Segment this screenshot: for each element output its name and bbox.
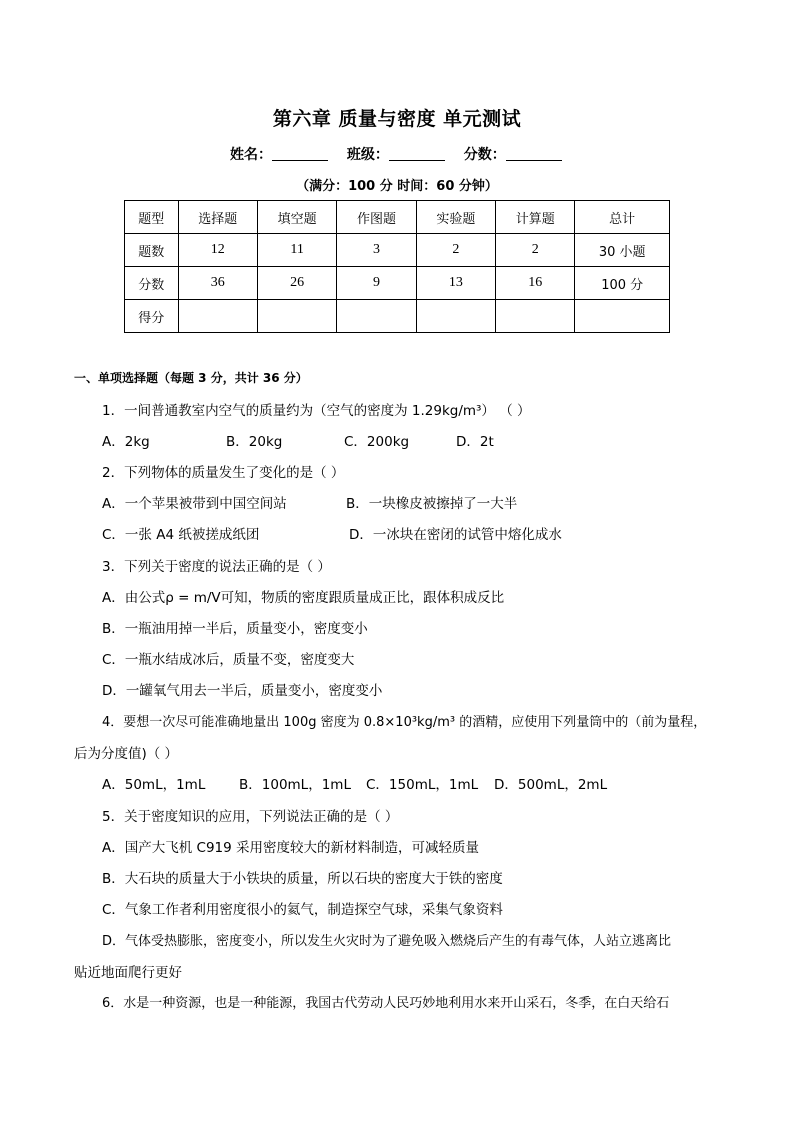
- name-label: 姓名：: [230, 147, 272, 163]
- option-a: A．一个苹果被带到中国空间站: [102, 496, 287, 512]
- option-c: C．气象工作者利用密度很小的氦气，制造探空气球，采集气象资料: [102, 902, 503, 918]
- table-cell: 填空题: [257, 201, 336, 234]
- option-a: A．国产大飞机 C919 采用密度较大的新材料制造，可减轻质量: [102, 840, 480, 856]
- class-blank[interactable]: [389, 146, 445, 161]
- table-cell: 100 分: [575, 267, 670, 300]
- option-b: B．100mL，1mL: [239, 777, 351, 793]
- option-a: A．50mL，1mL: [102, 777, 206, 793]
- question-stem: 3．下列关于密度的说法正确的是（ ）: [102, 559, 331, 575]
- table-cell: 12: [178, 234, 257, 267]
- option-row: [102, 773, 607, 793]
- option-d: D．气体受热膨胀，密度变小，所以发生火灾时为了避免吸入燃烧后产生的有毒气体，人站立逃离比: [102, 934, 672, 949]
- option-d-continued: 贴近地面爬行更好: [74, 965, 182, 981]
- option-b: B．一块橡皮被擦掉了一大半: [346, 496, 518, 512]
- table-cell-blank[interactable]: [257, 300, 336, 333]
- option-c: C．200kg: [344, 434, 410, 450]
- option-c: C．一张 A4 纸被搓成纸团: [102, 527, 260, 543]
- table-cell: 2: [496, 234, 575, 267]
- page-title: 第六章 质量与密度 单元测试: [272, 108, 522, 130]
- option-d: D．2t: [456, 434, 494, 450]
- table-cell: 30 小题: [575, 234, 670, 267]
- table-row: [125, 234, 670, 267]
- table-cell: 3: [337, 234, 416, 267]
- table-cell: 36: [178, 267, 257, 300]
- table-cell-blank[interactable]: [496, 300, 575, 333]
- question-stem: 6．水是一种资源，也是一种能源，我国古代劳动人民巧妙地利用水来开山采石，冬季，在白天给石: [102, 996, 670, 1011]
- question-stem: 4．要想一次尽可能准确地量出 100g 密度为 0.8×10³kg/m³ 的酒精，应使用下列量筒中的（前为量程，: [102, 715, 707, 730]
- table-cell: 分数: [125, 267, 179, 300]
- table-cell: 26: [257, 267, 336, 300]
- exam-meta: （满分：100 分 时间：60 分钟）: [296, 179, 498, 194]
- table-header-row: [125, 201, 670, 234]
- table-cell-blank[interactable]: [575, 300, 670, 333]
- table-cell-blank[interactable]: [416, 300, 495, 333]
- option-row: [102, 523, 562, 543]
- table-cell: 选择题: [178, 201, 257, 234]
- option-d: D．500mL，2mL: [494, 777, 608, 793]
- question-stem: 2．下列物体的质量发生了变化的是（ ）: [102, 465, 345, 481]
- table-cell: 2: [416, 234, 495, 267]
- question-stem: 1．一间普通教室内空气的质量约为（空气的密度为 1.29kg/m³） （ ）: [102, 403, 531, 419]
- class-label: 班级：: [346, 147, 389, 163]
- table-cell: 16: [496, 267, 575, 300]
- table-cell: 作图题: [337, 201, 416, 234]
- question-stem-continued: 后为分度值)（ ）: [74, 746, 179, 762]
- table-row: [125, 267, 670, 300]
- table-cell: 得分: [125, 300, 179, 333]
- option-b: B．一瓶油用掉一半后，质量变小，密度变小: [102, 621, 368, 637]
- option-b: B．20kg: [226, 434, 283, 450]
- option-d: D．一罐氧气用去一半后，质量变小，密度变小: [102, 683, 383, 699]
- table-cell: 实验题: [416, 201, 495, 234]
- question-stem: 5．关于密度知识的应用，下列说法正确的是（ ）: [102, 809, 399, 825]
- table-cell-blank[interactable]: [178, 300, 257, 333]
- table-cell: 总计: [575, 201, 670, 234]
- section-heading: 一、单项选择题（每题 3 分，共计 36 分）: [74, 371, 308, 385]
- score-blank[interactable]: [506, 146, 562, 161]
- option-a: A．2kg: [102, 434, 150, 450]
- table-cell: 11: [257, 234, 336, 267]
- option-row: [102, 430, 494, 450]
- table-cell: 题数: [125, 234, 179, 267]
- option-b: B．大石块的质量大于小铁块的质量，所以石块的密度大于铁的密度: [102, 871, 503, 887]
- option-c: C．150mL，1mL: [366, 777, 479, 793]
- table-cell: 题型: [125, 201, 179, 234]
- option-a: A．由公式ρ = m/V可知，物质的密度跟质量成正比，跟体积成反比: [102, 590, 505, 606]
- option-d: D．一冰块在密闭的试管中熔化成水: [349, 527, 562, 543]
- option-c: C．一瓶水结成冰后，质量不变，密度变大: [102, 652, 355, 668]
- table-cell-blank[interactable]: [337, 300, 416, 333]
- score-label: 分数：: [463, 147, 506, 163]
- score-table: [124, 200, 670, 333]
- table-cell: 13: [416, 267, 495, 300]
- table-cell: 计算题: [496, 201, 575, 234]
- student-info-row: [230, 144, 576, 164]
- name-blank[interactable]: [272, 146, 328, 161]
- table-cell: 9: [337, 267, 416, 300]
- option-row: [102, 492, 517, 512]
- table-row: [125, 300, 670, 333]
